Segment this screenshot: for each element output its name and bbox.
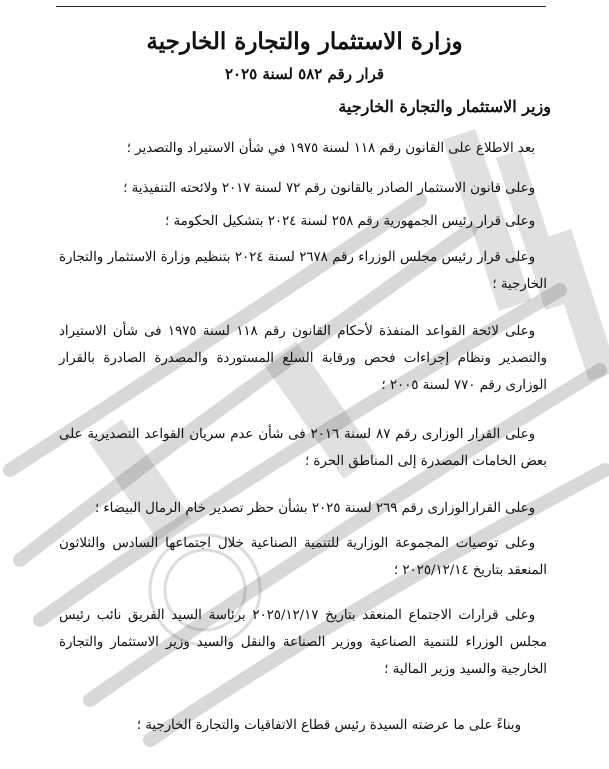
- preamble-paragraph-5: وعلى لائحة القواعد المنفذة لأحكام القانون رقم ١١٨ لسنة ١٩٧٥ فى شأن الاستيراد والتصدير ونظام إجراءات فحص ورقابة السلع المستوردة والمصدرة الصادرة بالقرار الوزارى رقم ٧٧٠ لسنة ٢٠٠٥ ؛: [59, 324, 547, 393]
- preamble-paragraph-1: بعد الاطلاع على القانون رقم ١١٨ لسنة ١٩٧٥ في شأن الاستيراد والتصدير ؛: [126, 141, 535, 156]
- top-divider: [56, 6, 546, 7]
- preamble-paragraph-4: وعلى قرار رئيس مجلس الوزراء رقم ٢٦٧٨ لسنة ٢٠٢٤ بتنظيم وزارة الاستثمار والتجارة الخارجية ؛: [59, 250, 547, 292]
- preamble-paragraph-10: وبناءً على ما عرضته السيدة رئيس قطاع الاتفاقيات والتجارة الخارجية ؛: [136, 718, 521, 733]
- preamble-paragraph-8: وعلى توصيات المجموعة الوزارية للتنمية الصناعية خلال اجتماعها السادس والثلاثون المنعقد بتاريخ ٢٠٢٥/١٢/١٤ ؛: [59, 536, 547, 578]
- preamble-paragraph-3: وعلى قرار رئيس الجمهورية رقم ٢٥٨ لسنة ٢٠٢٤ بتشكيل الحكومة ؛: [165, 214, 535, 229]
- issuing-minister: وزير الاستثمار والتجارة الخارجية: [338, 97, 551, 116]
- preamble-paragraph-9: وعلى قرارات الاجتماع المنعقد بتاريخ ٢٠٢٥/١٢/١٧ برئاسة السيد الفريق نائب رئيس مجلس الوزراء للتنمية الصناعية ووزير الصناعة والنقل والسيد وزير الاستثمار والتجارة الخارجية والسيد وزير المالية ؛: [59, 608, 547, 677]
- preamble-paragraph-7: وعلى القرارالوزارى رقم ٢٦٩ لسنة ٢٠٢٥ بشأن حظر تصدير خام الرمال البيضاء ؛: [94, 501, 535, 516]
- preamble-paragraph-2: وعلى قانون الاستثمار الصادر بالقانون رقم ٧٢ لسنة ٢٠١٧ ولائحته التنفيذية ؛: [123, 181, 535, 196]
- decree-number: قرار رقم ٥٨٢ لسنة ٢٠٢٥: [224, 65, 385, 83]
- preamble-paragraph-6: وعلى القرار الوزارى رقم ٨٧ لسنة ٢٠١٦ فى شأن عدم سريان القواعد التصديرية على بعض الخامات المصدرة إلى المناطق الحرة ؛: [59, 427, 547, 469]
- ministry-title: وزارة الاستثمار والتجارة الخارجية: [146, 28, 463, 55]
